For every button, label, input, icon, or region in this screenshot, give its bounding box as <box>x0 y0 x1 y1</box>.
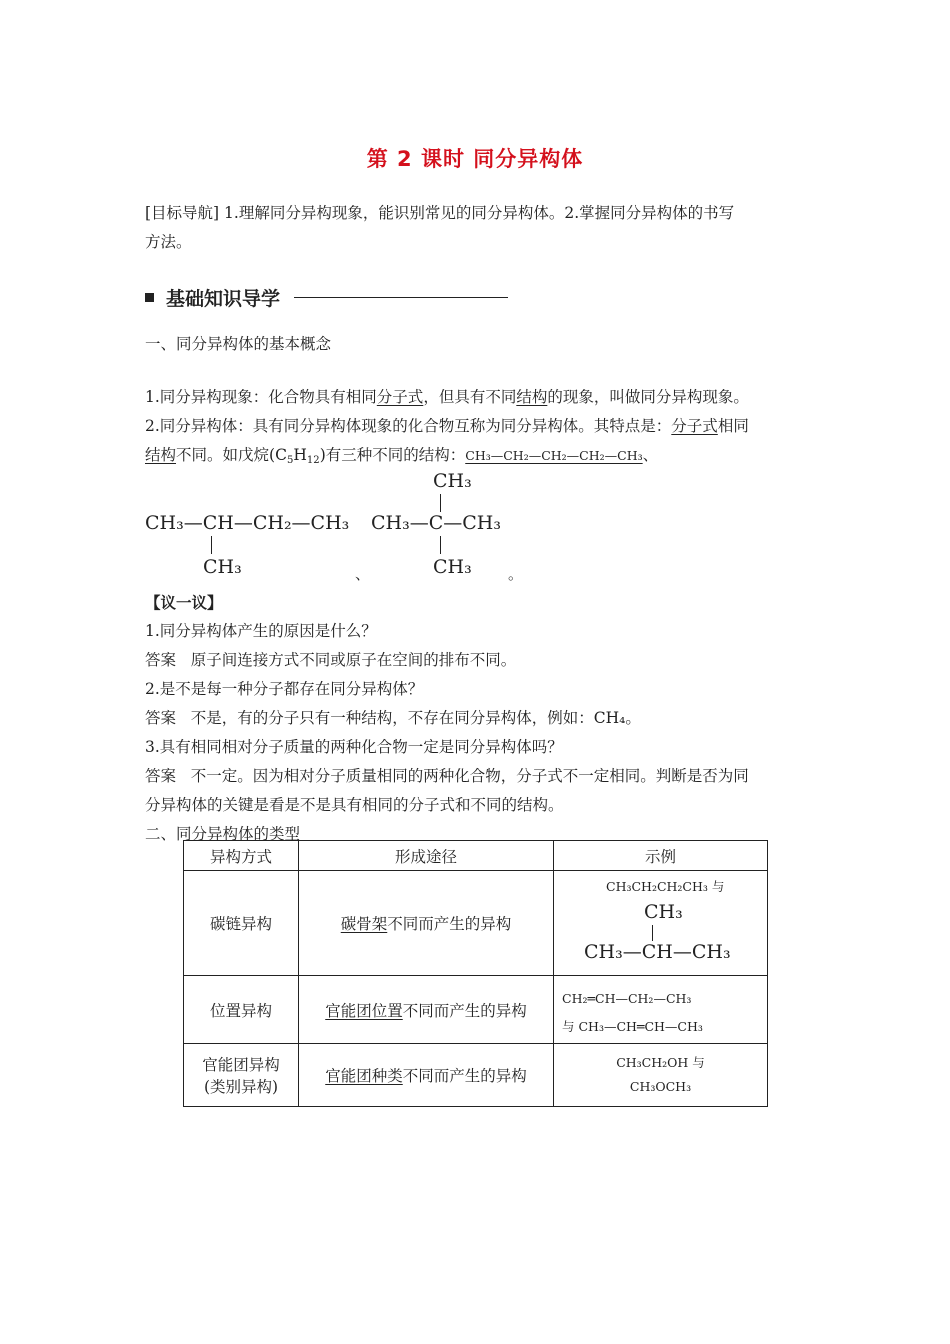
question-1: 1.同分异构体产生的原因是什么？ <box>145 622 377 640</box>
answer-label: 答案 <box>145 651 177 669</box>
item2 <box>145 412 810 441</box>
isopentane-main-chain: CH₃—CH—CH₂—CH₃ <box>145 512 350 534</box>
part1-heading: 一、同分异构体的基本概念 <box>145 335 332 353</box>
isopentane-branch: CH₃ <box>203 556 242 578</box>
way-blank: 碳骨架 <box>340 915 388 933</box>
way-blank: 官能团种类 <box>325 1067 403 1085</box>
discussion <box>145 588 810 849</box>
way-text: 不同而产生的异构 <box>402 1001 527 1020</box>
answer-1-text: 原子间连接方式不同或原子在空间的排布不同。 <box>190 651 517 669</box>
part2-heading: 二、同分异构体的类型 <box>145 825 301 843</box>
neopentane-bond-top <box>440 494 441 512</box>
item3-h: H <box>293 446 307 464</box>
type-cell: 碳链异构 <box>184 871 299 976</box>
way-cell <box>299 1044 554 1107</box>
example-cell <box>554 871 768 976</box>
item1-text-mid: ，但具有不同 <box>423 388 517 406</box>
type-line2: (类别异构) <box>203 1078 279 1096</box>
item3-text: 不同。如戊烷(C <box>176 446 287 464</box>
example-ethanol: CH₃CH₂OH 与 <box>616 1055 705 1070</box>
structure-end: 。 <box>508 565 524 583</box>
answer-label: 答案 <box>145 767 177 785</box>
item1 <box>145 383 810 412</box>
item3-sub-12: 12 <box>306 455 320 466</box>
example-bond <box>652 925 653 941</box>
item3-text-end: )有三种不同的结构： <box>319 446 466 464</box>
item2-text: 2.同分异构体：具有同分异构体现象的化合物互称为同分异构体。其特点是： <box>145 417 672 435</box>
item2-text-end: 相同 <box>717 417 749 435</box>
answer-3-line2: 分异构体的关键是看是不是具有相同的分子式和不同的结构。 <box>145 796 564 814</box>
table-header-row <box>184 841 768 871</box>
example-cell <box>554 1044 768 1107</box>
goal-tag: [目标导航] <box>145 204 220 222</box>
item1-text: 1.同分异构现象：化合物具有相同 <box>145 388 377 406</box>
example-butane: CH₃CH₂CH₂CH₃ 与 <box>606 879 725 894</box>
header-cell: 形成途径 <box>299 841 554 871</box>
answer-3 <box>145 762 810 791</box>
neopentane-top: CH₃ <box>433 470 472 492</box>
example-2-butene: 与 CH₃—CH═CH—CH₃ <box>562 1018 703 1034</box>
n-pentane-formula: CH₃—CH₂—CH₂—CH₂—CH₃ <box>465 448 643 463</box>
header-cell: 示例 <box>554 841 768 871</box>
table-row <box>184 871 768 976</box>
type-cell: 位置异构 <box>184 976 299 1044</box>
answer-2-text: 不是，有的分子只有一种结构，不存在同分异构体，例如：CH₄。 <box>190 709 641 727</box>
way-cell <box>299 871 554 976</box>
goal-text-line1: 1.理解同分异构现象，能识别常见的同分异构体。2.掌握同分异构体的书写 <box>219 204 735 222</box>
type-line1: 官能团异构 <box>202 1056 280 1074</box>
page-title: 第 2 课时 同分异构体 <box>366 147 584 171</box>
discussion-heading: 【议一议】 <box>145 593 223 612</box>
type-cell <box>184 1044 299 1107</box>
item3-blank-structure: 结构 <box>145 446 177 464</box>
example-1-butene: CH₂═CH—CH₂—CH₃ <box>562 990 692 1006</box>
neopentane-bond-bottom <box>440 536 441 554</box>
part1-items <box>145 383 810 475</box>
heading-rule <box>294 297 508 298</box>
table-row <box>184 1044 768 1107</box>
answer-3-text: 不一定。因为相对分子质量相同的两种化合物，分子式不一定相同。判断是否为同 <box>190 767 749 785</box>
question-3: 3.具有相同相对分子质量的两种化合物一定是同分异构体吗？ <box>145 738 563 756</box>
section-heading <box>145 284 508 311</box>
isopentane-bond <box>211 536 212 554</box>
table-row <box>184 976 768 1044</box>
item1-blank-structure: 结构 <box>516 388 548 406</box>
learning-goals <box>145 199 810 257</box>
square-bullet-icon <box>145 293 154 302</box>
item2-blank-molecular-formula: 分子式 <box>671 417 718 435</box>
way-text: 不同而产生的异构 <box>402 1067 527 1085</box>
neopentane-main: CH₃—C—CH₃ <box>371 512 501 534</box>
example-branch-top: CH₃ <box>644 901 683 923</box>
way-text: 不同而产生的异构 <box>387 915 512 933</box>
way-blank: 官能团位置 <box>325 1001 403 1020</box>
section-heading-text: 基础知识导学 <box>166 288 281 310</box>
answer-1 <box>145 646 810 675</box>
example-isobutane-main: CH₃—CH—CH₃ <box>584 941 731 963</box>
item1-text-end: 的现象，叫做同分异构现象。 <box>547 388 749 406</box>
answer-2 <box>145 704 810 733</box>
header-cell: 异构方式 <box>184 841 299 871</box>
goal-text-line2: 方法。 <box>145 233 192 251</box>
question-2: 2.是不是每一种分子都存在同分异构体？ <box>145 680 424 698</box>
way-cell <box>299 976 554 1044</box>
answer-label: 答案 <box>145 709 177 727</box>
example-cell <box>554 976 768 1044</box>
item1-blank-molecular-formula: 分子式 <box>376 388 424 406</box>
isomer-types-table <box>183 840 768 1107</box>
structure-separator: 、 <box>355 565 371 583</box>
pentane-separator: 、 <box>642 446 659 464</box>
example-dimethyl-ether: CH₃OCH₃ <box>629 1079 692 1094</box>
item3-sub-5: 5 <box>286 455 294 466</box>
item3 <box>145 441 810 475</box>
neopentane-bottom: CH₃ <box>433 556 472 578</box>
